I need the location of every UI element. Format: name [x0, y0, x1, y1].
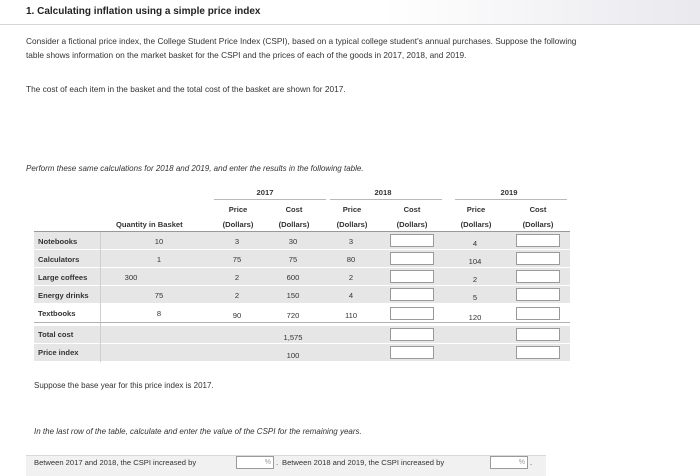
price-2019-textbooks: 120 — [468, 313, 482, 322]
price-2018-textbooks: 110 — [344, 311, 358, 320]
price-2018-large-coffees: 2 — [348, 273, 354, 282]
price-2019-calculators: 104 — [468, 257, 482, 266]
dollars-label-cost-2017: (Dollars) — [278, 220, 310, 229]
total-cost-2017: 1,575 — [283, 333, 303, 342]
year-2019-header: 2019 — [500, 188, 518, 197]
price-2019-notebooks: 4 — [472, 239, 478, 248]
price-2019-large-coffees: 2 — [472, 275, 478, 284]
row-label-energy-drinks: Energy drinks — [38, 291, 89, 300]
intro-paragraph — [26, 34, 686, 62]
intro-line-2: table shows information on the market basket for the CSPI and the prices of each of the goods in 2017, 2018, and 2019. — [26, 50, 467, 60]
increase-2018-2019-label: Between 2018 and 2019, the CSPI increased by — [282, 458, 445, 467]
period-right: . — [530, 458, 533, 467]
increase-2018-2019-input[interactable] — [490, 456, 528, 469]
qty-energy-drinks: 75 — [154, 291, 164, 300]
cost-header-2018: Cost — [403, 205, 421, 214]
cost-2018-notebooks-input[interactable] — [390, 234, 434, 247]
price-2018-energy-drinks: 4 — [348, 291, 354, 300]
row-label-textbooks: Textbooks — [38, 309, 76, 318]
row-label-notebooks: Notebooks — [38, 237, 78, 246]
dollars-label-price-2018: (Dollars) — [336, 220, 368, 229]
header-rule-2018 — [330, 199, 442, 200]
qty-notebooks: 10 — [154, 237, 164, 246]
period-left: . — [276, 458, 279, 467]
row-label-price-index: Price index — [38, 348, 79, 357]
cost-note: The cost of each item in the basket and the total cost of the basket are shown for 2017. — [26, 84, 346, 94]
row-label-large-coffees: Large coffees — [38, 273, 88, 282]
price-2017-notebooks: 3 — [234, 237, 240, 246]
cost-2017-energy-drinks: 150 — [286, 291, 300, 300]
qty-textbooks: 8 — [156, 309, 162, 318]
cost-2017-notebooks: 30 — [288, 237, 298, 246]
cost-2019-large-coffees-input[interactable] — [516, 270, 560, 283]
price-header-2017: Price — [228, 205, 248, 214]
increase-2017-2018-label: Between 2017 and 2018, the CSPI increased by — [34, 458, 197, 467]
price-index-2019-input[interactable] — [516, 346, 560, 359]
header-rule-2019 — [455, 199, 567, 200]
problem-title: 1. Calculating inflation using a simple price index — [26, 6, 261, 17]
percent-sign-right: % — [518, 459, 525, 466]
cost-2019-energy-drinks-input[interactable] — [516, 288, 560, 301]
year-2017-header: 2017 — [256, 188, 274, 197]
price-header-2018: Price — [342, 205, 362, 214]
price-2017-textbooks: 90 — [232, 311, 242, 320]
price-2018-notebooks: 3 — [348, 237, 354, 246]
year-2018-header: 2018 — [374, 188, 392, 197]
qty-large-coffees: 300 — [124, 273, 138, 282]
price-2017-large-coffees: 2 — [234, 273, 240, 282]
dollars-label-cost-2019: (Dollars) — [522, 220, 554, 229]
last-row-note: In the last row of the table, calculate and enter the value of the CSPI for the remaining years. — [34, 427, 362, 436]
label-column-divider — [100, 232, 101, 362]
total-cost-2019-input[interactable] — [516, 328, 560, 341]
dollars-label-cost-2018: (Dollars) — [396, 220, 428, 229]
cost-2018-energy-drinks-input[interactable] — [390, 288, 434, 301]
qty-calculators: 1 — [156, 255, 162, 264]
price-index-2018-input[interactable] — [390, 346, 434, 359]
price-2019-energy-drinks: 5 — [472, 293, 478, 302]
row-label-calculators: Calculators — [38, 255, 80, 264]
base-year-note: Suppose the base year for this price index is 2017. — [34, 381, 214, 390]
dollars-label-price-2019: (Dollars) — [460, 220, 492, 229]
increase-2017-2018-input[interactable] — [236, 456, 274, 469]
total-cost-2018-input[interactable] — [390, 328, 434, 341]
instructions-note: Perform these same calculations for 2018 and 2019, and enter the results in the following table. — [26, 164, 364, 173]
price-2017-calculators: 75 — [232, 255, 242, 264]
price-2017-energy-drinks: 2 — [234, 291, 240, 300]
cost-2018-textbooks-input[interactable] — [390, 307, 434, 320]
cost-2017-textbooks: 720 — [286, 311, 300, 320]
table-mid-rule — [34, 322, 570, 323]
cost-2018-large-coffees-input[interactable] — [390, 270, 434, 283]
header-rule-2017 — [214, 199, 326, 200]
percent-sign-left: % — [264, 459, 271, 466]
cost-2019-textbooks-input[interactable] — [516, 307, 560, 320]
intro-line-1: Consider a fictional price index, the College Student Price Index (CSPI), based on a typical college student's annual purchases. Suppose the following — [26, 36, 577, 46]
dollars-label-price-2017: (Dollars) — [222, 220, 254, 229]
price-header-2019: Price — [466, 205, 486, 214]
price-index-2017: 100 — [286, 351, 300, 360]
cost-2017-calculators: 75 — [288, 255, 298, 264]
quantity-header: Quantity in Basket — [116, 220, 183, 229]
cost-2019-notebooks-input[interactable] — [516, 234, 560, 247]
cost-2017-large-coffees: 600 — [286, 273, 300, 282]
cost-header-2019: Cost — [529, 205, 547, 214]
cost-2018-calculators-input[interactable] — [390, 252, 434, 265]
row-label-total-cost: Total cost — [38, 330, 74, 339]
price-2018-calculators: 80 — [346, 255, 356, 264]
cost-header-2017: Cost — [285, 205, 303, 214]
cost-2019-calculators-input[interactable] — [516, 252, 560, 265]
